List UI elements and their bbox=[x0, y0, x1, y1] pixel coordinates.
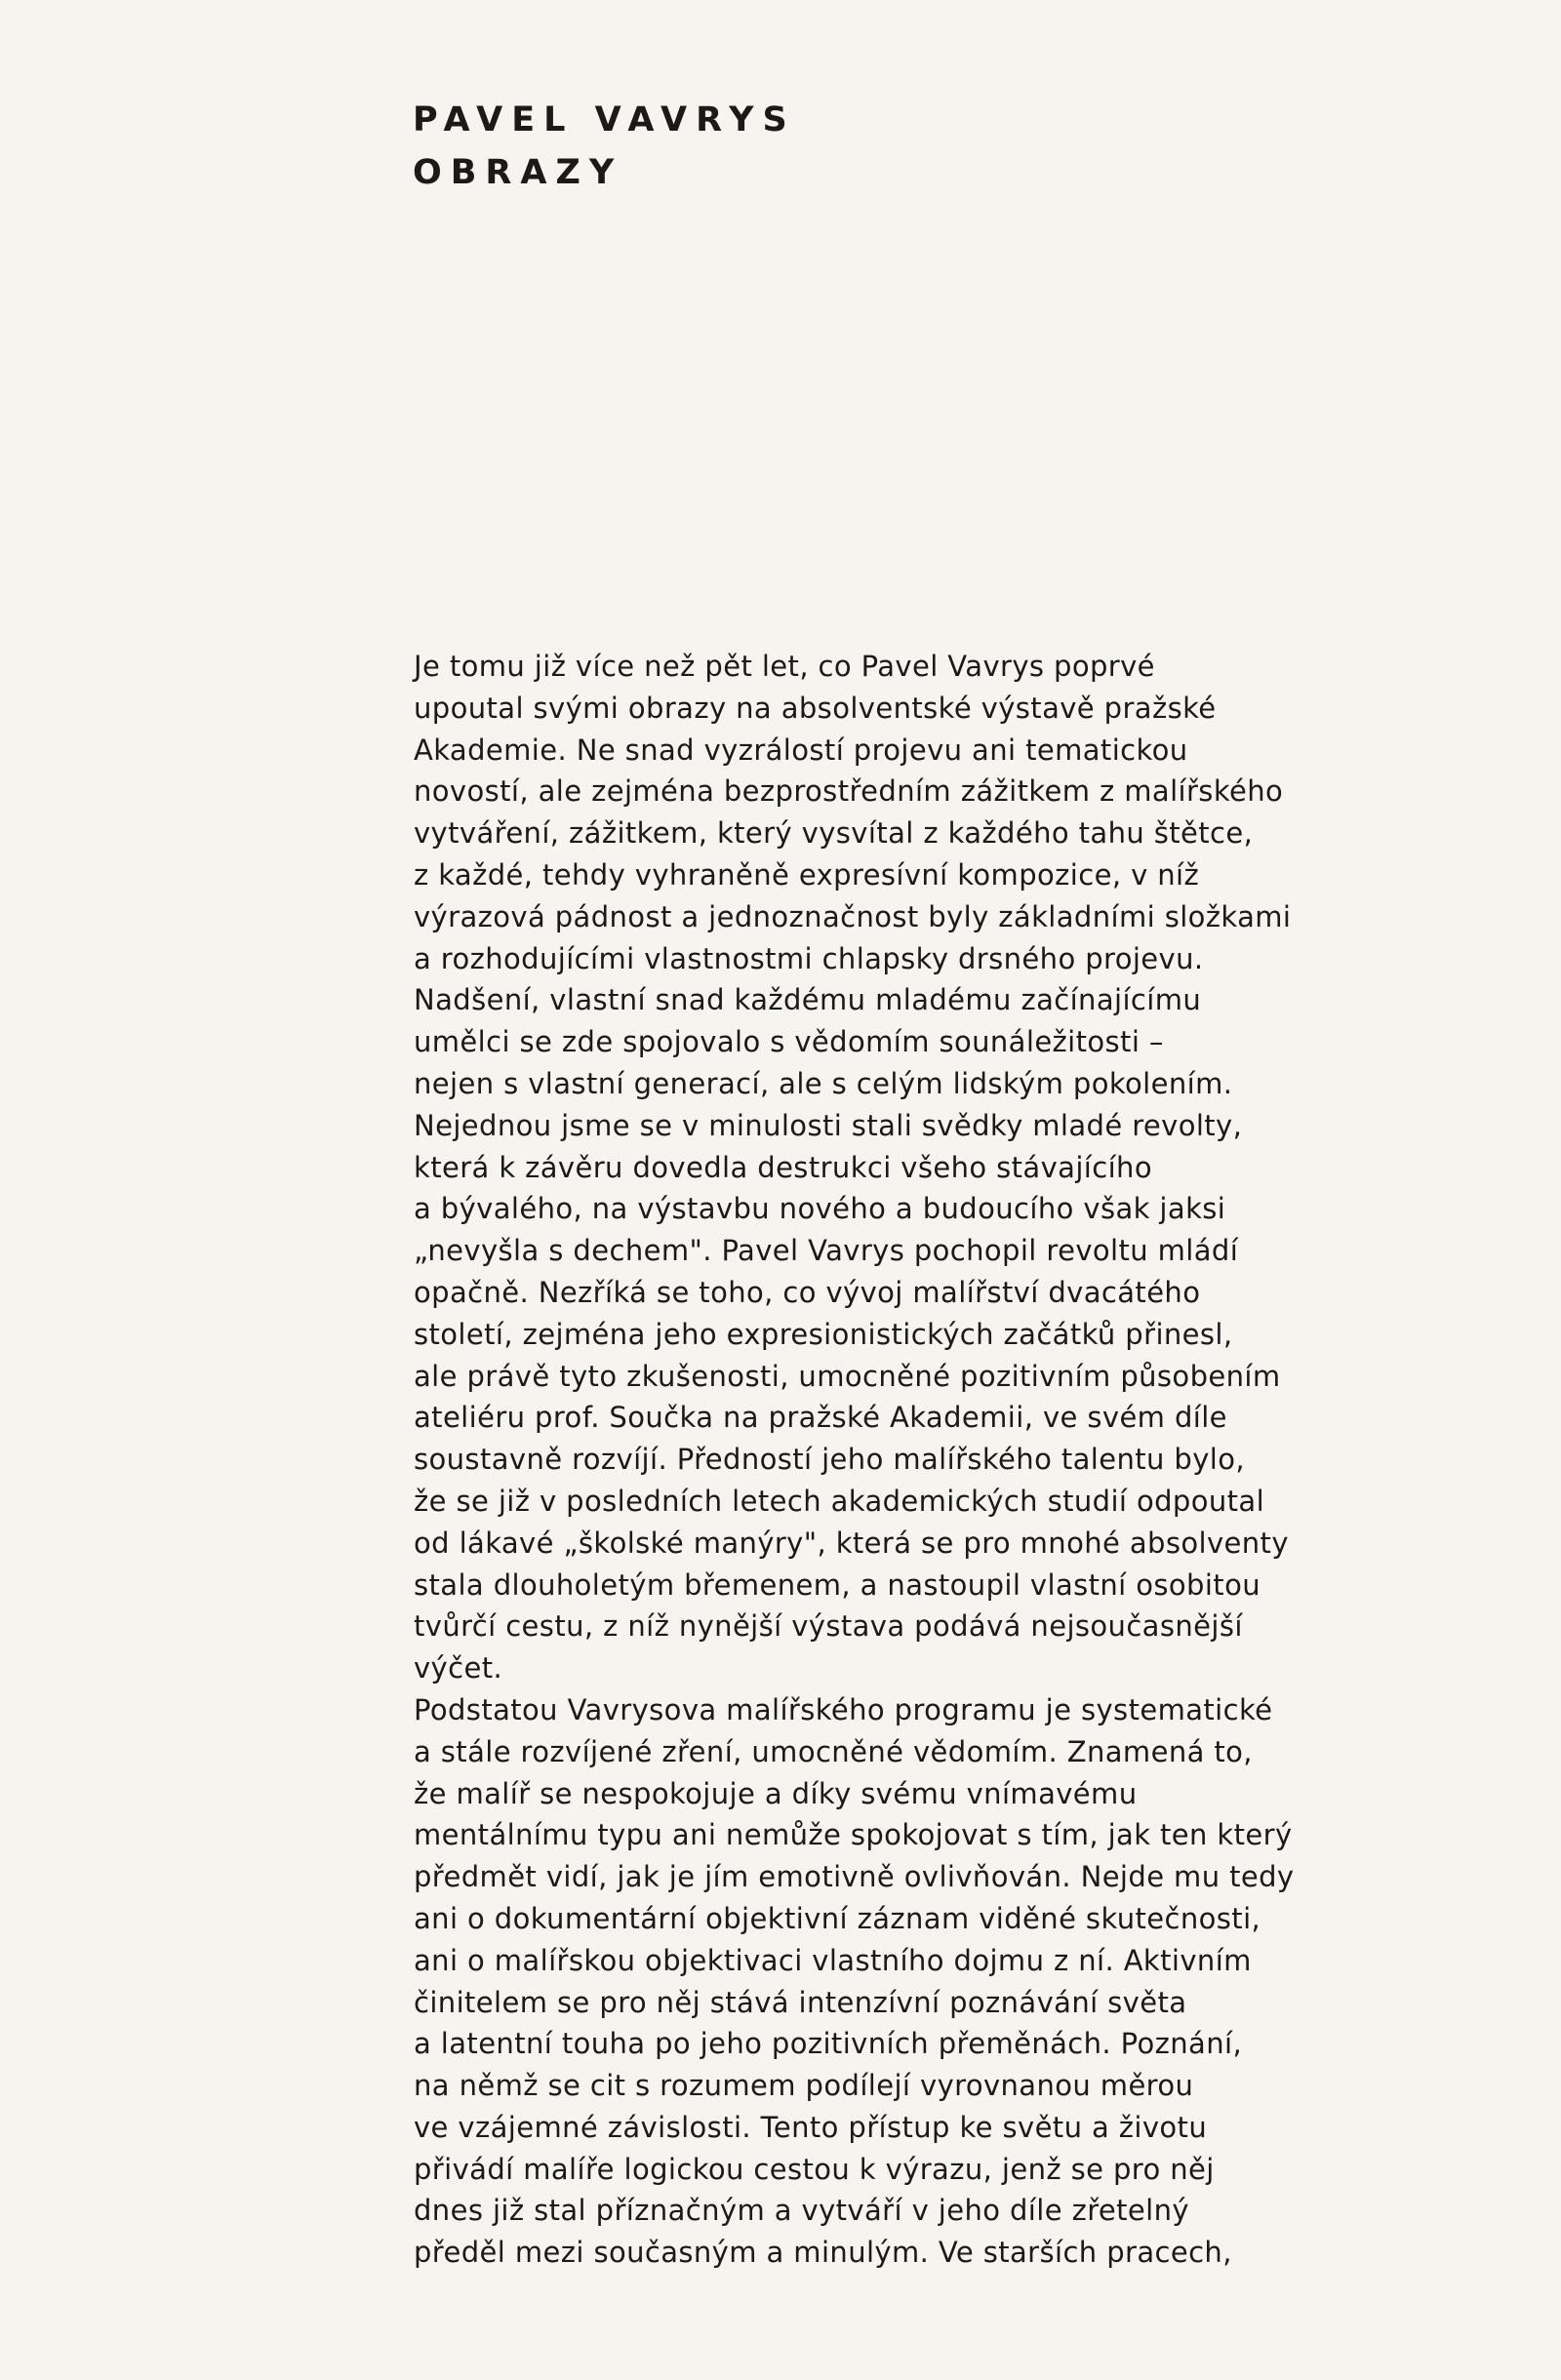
text-line: vytváření, zážitkem, který vysvítal z každého tahu štětce, bbox=[414, 816, 1254, 851]
page-title bbox=[413, 94, 796, 199]
text-line: novostí, ale zejména bezprostředním zážitkem z malířského bbox=[414, 774, 1284, 809]
text-line: umělci se zde spojovalo s vědomím sounáležitosti – bbox=[414, 1025, 1164, 1059]
text-line: mentálnímu typu ani nemůže spokojovat s tím, jak ten který bbox=[414, 1818, 1293, 1852]
title-artist-name: PAVEL VAVRYS bbox=[413, 100, 796, 139]
text-line: a rozhodujícími vlastnostmi chlapsky drsného projevu. bbox=[414, 941, 1204, 975]
text-line: na němž se cit s rozumem podílejí vyrovnanou měrou bbox=[414, 2069, 1194, 2103]
text-line: výčet. bbox=[414, 1651, 503, 1686]
text-line: Nadšení, vlastní snad každému mladému začínajícímu bbox=[414, 983, 1202, 1017]
text-line: předěl mezi současným a minulým. Ve starších pracech, bbox=[414, 2236, 1232, 2270]
text-line: předmět vidí, jak je jím emotivně ovlivňován. Nejde mu tedy bbox=[414, 1860, 1295, 1894]
text-line: a bývalého, na výstavbu nového a budoucího však jaksi bbox=[414, 1192, 1226, 1226]
text-line: ateliéru prof. Součka na pražské Akademii, ve svém díle bbox=[414, 1401, 1227, 1435]
body-text bbox=[414, 646, 1526, 2274]
text-line: přivádí malíře logickou cestou k výrazu, jenž se pro něj bbox=[414, 2152, 1215, 2186]
text-line: Akademie. Ne snad vyzrálostí projevu ani tematickou bbox=[414, 733, 1188, 767]
text-line: z každé, tehdy vyhraněně expresívní kompozice, v níž bbox=[414, 857, 1200, 892]
text-line: Podstatou Vavrysova malířského programu je systematické bbox=[414, 1692, 1273, 1726]
text-line: Nejednou jsme se v minulosti stali svědky mladé revolty, bbox=[414, 1108, 1243, 1142]
text-line: ani o malířskou objektivaci vlastního dojmu z ní. Aktivním bbox=[414, 1943, 1252, 1977]
text-line: činitelem se pro něj stává intenzívní poznávání světa bbox=[414, 1985, 1187, 2019]
text-line: nejen s vlastní generací, ale s celým lidským pokolením. bbox=[414, 1066, 1233, 1100]
text-line: upoutal svými obrazy na absolventské výstavě pražské bbox=[414, 691, 1217, 725]
title-subtitle: OBRAZY bbox=[413, 153, 623, 192]
text-line: opačně. Nezříká se toho, co vývoj malířství dvacátého bbox=[414, 1275, 1201, 1309]
text-line: tvůrčí cestu, z níž nynější výstava podává nejsoučasnější bbox=[414, 1609, 1243, 1644]
text-line: ve vzájemné závislosti. Tento přístup ke světu a životu bbox=[414, 2110, 1208, 2144]
text-line: a stále rozvíjené zření, umocněné vědomím. Znamená to, bbox=[414, 1734, 1253, 1768]
text-line: a latentní touha po jeho pozitivních přeměnách. Poznání, bbox=[414, 2027, 1243, 2061]
text-line: ani o dokumentární objektivní záznam viděné skutečnosti, bbox=[414, 1901, 1261, 1935]
text-line: která k závěru dovedla destrukci všeho stávajícího bbox=[414, 1150, 1152, 1184]
text-line: výrazová pádnost a jednoznačnost byly základními složkami bbox=[414, 899, 1292, 933]
text-line: století, zejména jeho expresionistických začátků přinesl, bbox=[414, 1317, 1233, 1351]
text-line: dnes již stal příznačným a vytváří v jeho díle zřetelný bbox=[414, 2194, 1189, 2228]
text-line: „nevyšla s dechem". Pavel Vavrys pochopil revoltu mládí bbox=[414, 1234, 1239, 1268]
text-line: že se již v posledních letech akademických studií odpoutal bbox=[414, 1484, 1265, 1518]
text-line: soustavně rozvíjí. Předností jeho malířského talentu bylo, bbox=[414, 1443, 1246, 1477]
text-line: Je tomu již více než pět let, co Pavel Vavrys poprvé bbox=[414, 650, 1155, 683]
text-line: že malíř se nespokojuje a díky svému vnímavému bbox=[414, 1776, 1138, 1810]
text-line: ale právě tyto zkušenosti, umocněné pozitivním působením bbox=[414, 1359, 1281, 1393]
text-line: od lákavé „školské manýry", která se pro mnohé absolventy bbox=[414, 1526, 1289, 1560]
text-line: stala dlouholetým břemenem, a nastoupil vlastní osobitou bbox=[414, 1567, 1261, 1602]
